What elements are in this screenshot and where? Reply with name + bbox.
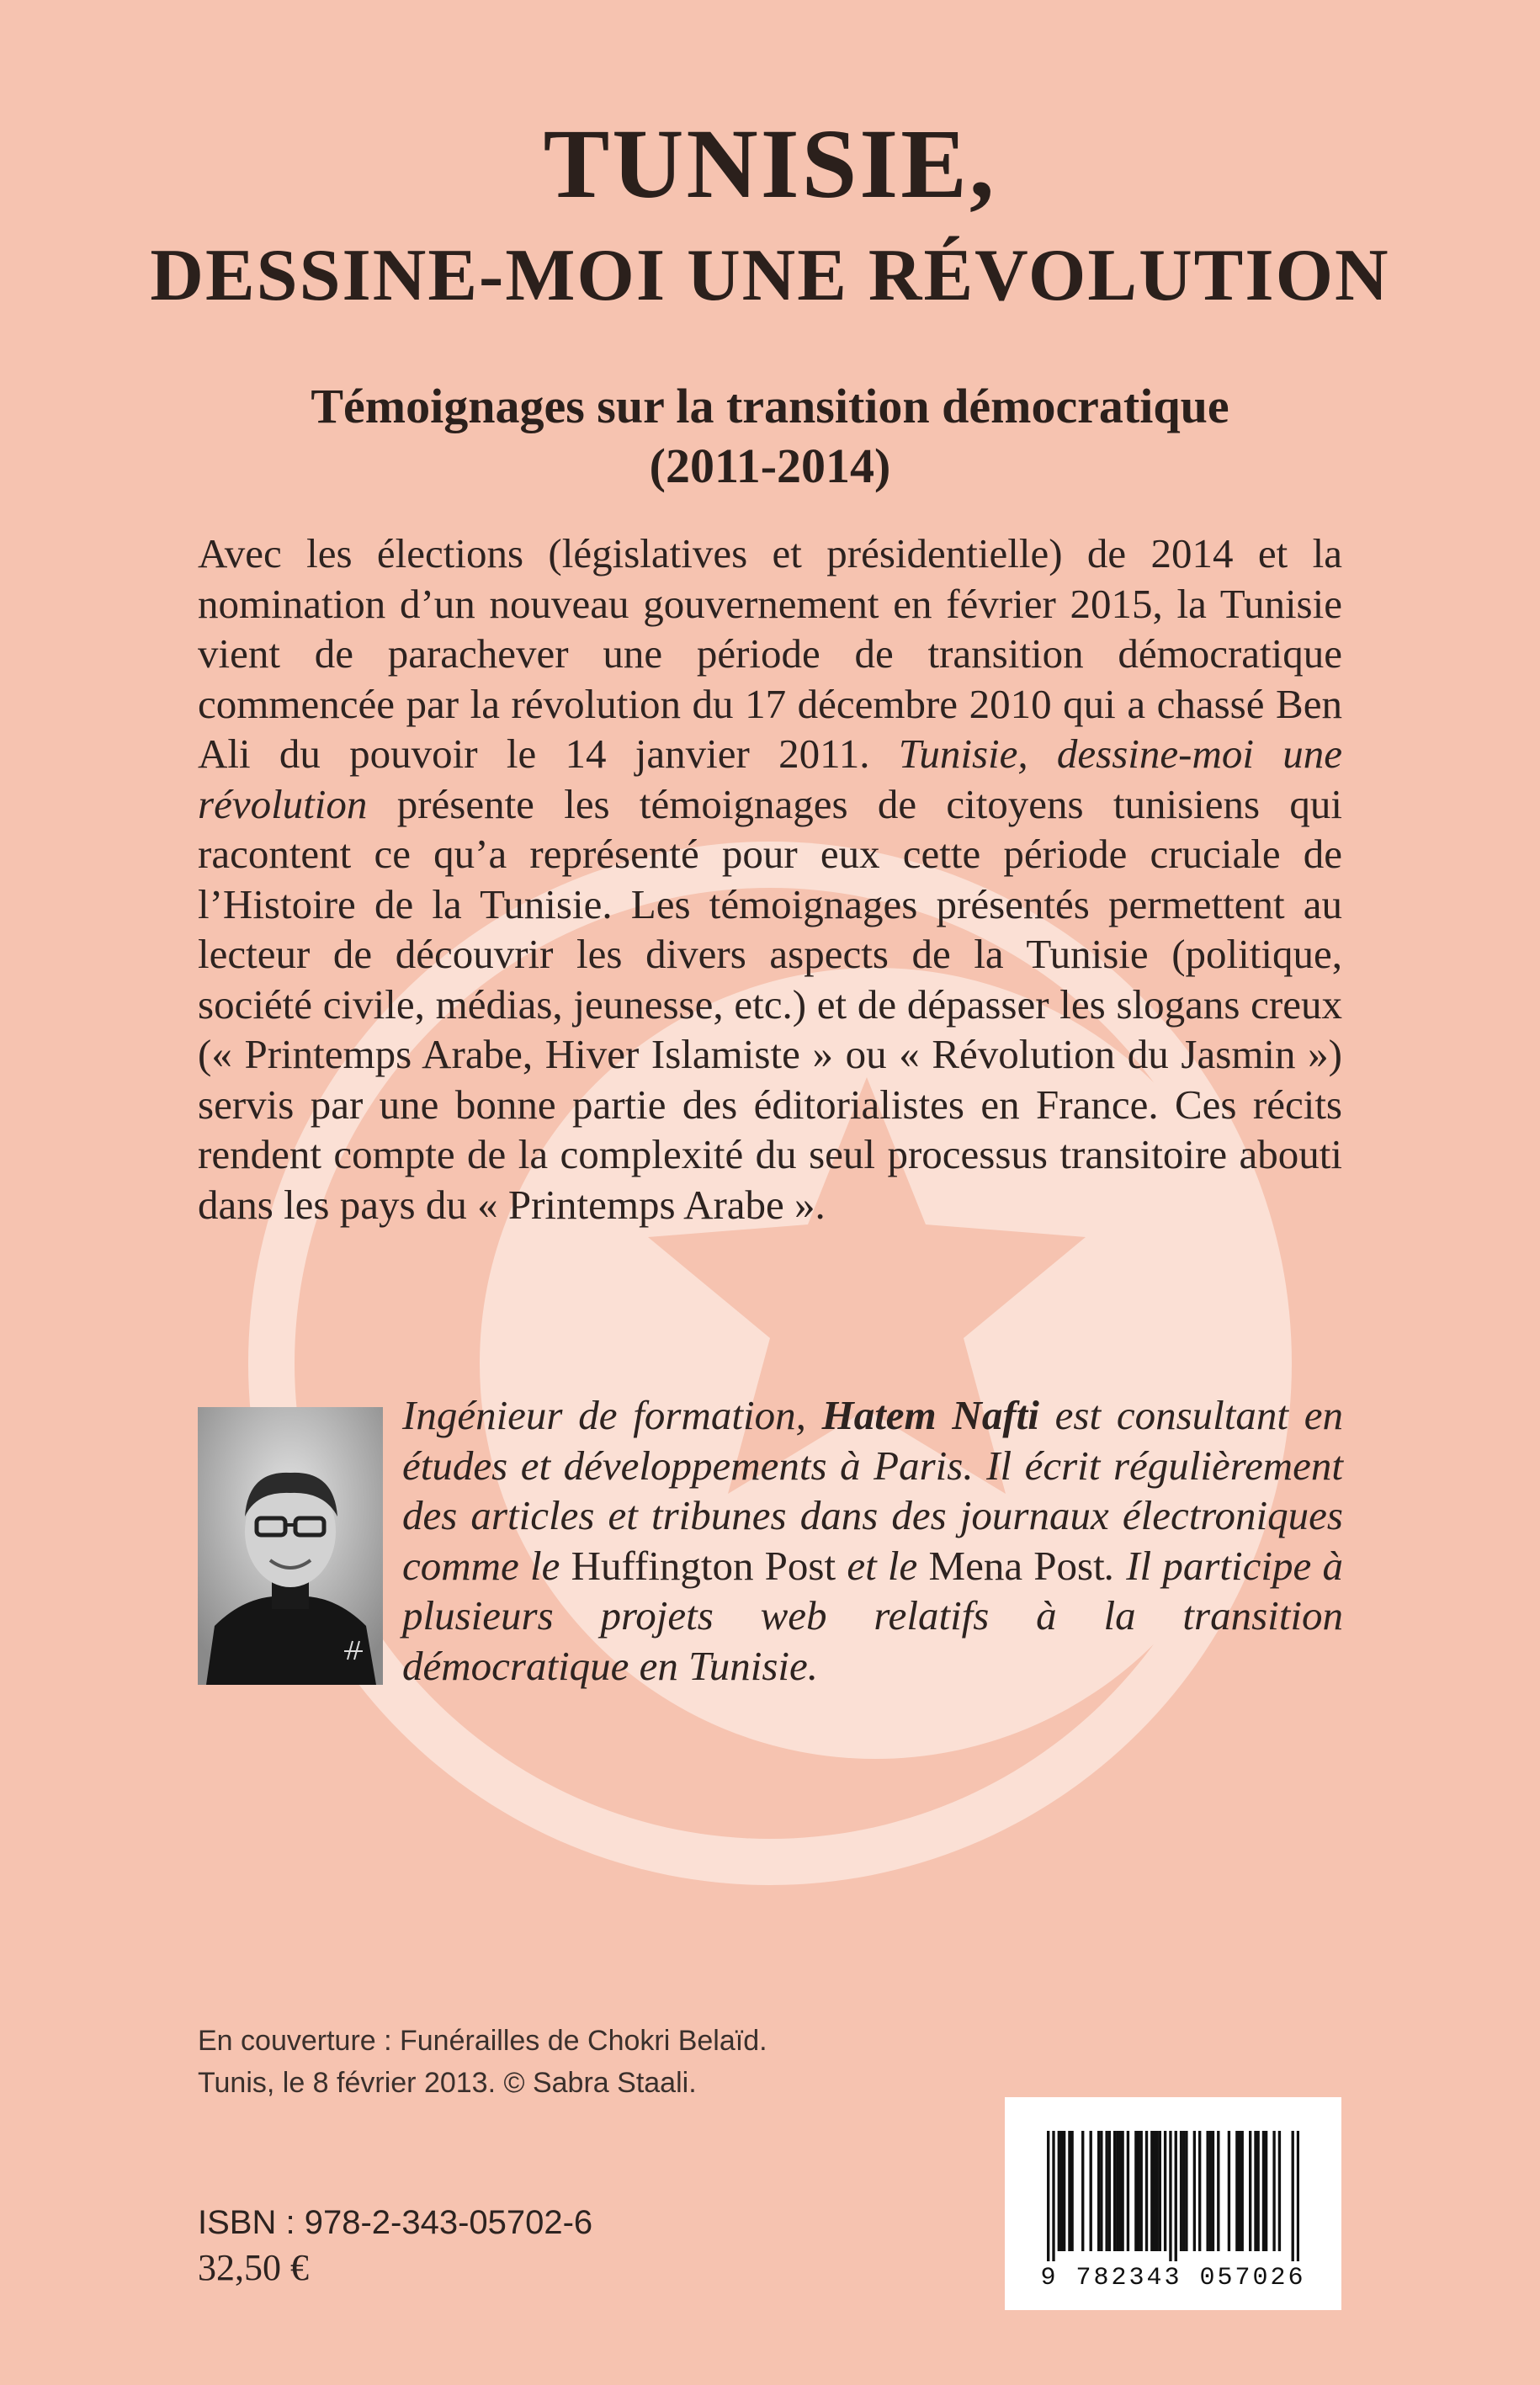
barcode-bar bbox=[1272, 2131, 1275, 2251]
cover-photo-credits bbox=[198, 2020, 767, 2104]
barcode-bar bbox=[1292, 2131, 1294, 2261]
barcode-bar bbox=[1278, 2131, 1281, 2251]
barcode-bar bbox=[1121, 2131, 1123, 2251]
barcode bbox=[1005, 2097, 1341, 2310]
author-biography bbox=[402, 1390, 1343, 1691]
barcode-bar bbox=[1097, 2131, 1100, 2251]
subtitle-line: Témoignages sur la transition démocratique bbox=[311, 379, 1229, 433]
barcode-bar bbox=[1134, 2131, 1137, 2251]
barcode-bar bbox=[1070, 2131, 1073, 2251]
author-name: Hatem Nafti bbox=[821, 1392, 1039, 1438]
barcode-bar bbox=[1108, 2131, 1111, 2251]
blurb-text: Avec les élections (législatives et présidentielle) de 2014 et la nomination d’un nouveau gouvernement en février 2015, la Tunisie vient de parachever une période de transition démocratique commencée par la révolution du 17 décembre 2010 qui a chassé Ben Ali du pouvoir le 14 janvier 2011. bbox=[198, 530, 1342, 777]
bio-text: et le bbox=[836, 1542, 929, 1589]
bio-text: est consultant en études et développements à Paris. Il écrit régulièrement des articles et tribunes dans des journaux électroniques comme le bbox=[402, 1392, 1343, 1589]
back-cover-blurb bbox=[198, 529, 1342, 1230]
barcode-bar bbox=[1140, 2131, 1143, 2251]
barcode-bar bbox=[1206, 2131, 1208, 2251]
barcode-bar bbox=[1180, 2131, 1182, 2251]
credits-line: Tunis, le 8 février 2013. © Sabra Staali. bbox=[198, 2067, 697, 2099]
barcode-bar bbox=[1241, 2131, 1244, 2251]
barcode-bar bbox=[1063, 2131, 1065, 2251]
barcode-bar bbox=[1060, 2131, 1063, 2251]
price: 32,50 € bbox=[198, 2247, 309, 2288]
barcode-bar bbox=[1058, 2131, 1060, 2251]
book-title: TUNISIE, bbox=[543, 109, 997, 219]
barcode-bar bbox=[1249, 2131, 1251, 2251]
barcode-bar bbox=[1228, 2131, 1230, 2251]
barcode-digits: 9 782343 057026 bbox=[1040, 2264, 1306, 2292]
barcode-bar bbox=[1169, 2131, 1171, 2261]
barcode-bar bbox=[1182, 2131, 1185, 2251]
author-photo bbox=[198, 1407, 383, 1685]
bio-text: . Il participe à plusieurs projets web relatifs à la transition démocratique en Tunisie. bbox=[402, 1542, 1343, 1689]
barcode-bar bbox=[1090, 2131, 1092, 2251]
barcode-bar bbox=[1100, 2131, 1102, 2251]
barcode-bar bbox=[1116, 2131, 1118, 2251]
barcode-bar bbox=[1164, 2131, 1166, 2251]
media-name-huffington: Huffington Post bbox=[571, 1542, 836, 1589]
barcode-bar bbox=[1193, 2131, 1196, 2251]
barcode-bar bbox=[1254, 2131, 1256, 2251]
barcode-bar bbox=[1175, 2131, 1177, 2261]
barcode-bar bbox=[1209, 2131, 1212, 2251]
subtitle-years: (2011-2014) bbox=[649, 438, 891, 493]
barcode-bar bbox=[1159, 2131, 1161, 2251]
barcode-bar bbox=[1198, 2131, 1201, 2251]
blurb-book-title: Tunisie, dessine-moi une révolution bbox=[198, 730, 1342, 827]
barcode-bar bbox=[1150, 2131, 1153, 2251]
barcode-bar bbox=[1137, 2131, 1139, 2251]
blurb-text-continued: présente les témoignages de citoyens tunisiens qui racontent ce qu’a représenté pour eux cette période cruciale de l’Histoire de la Tunisie. Les témoignages présentés permettent au lecteur de découvrir les divers aspects de la Tunisie (politique, société civile, médias, jeunesse, etc.) et de dépasser les slogans creux (« Printemps Arabe, Hiver Islamiste » ou « Révolution du Jasmin ») servis par une bonne partie des éditorialistes en France. Ces récits rendent compte de la complexité du seul processus transitoire abouti dans les pays du « Printemps Arabe ». bbox=[198, 780, 1342, 1228]
barcode-bar bbox=[1155, 2131, 1158, 2251]
media-name-mena: Mena Post bbox=[928, 1542, 1105, 1589]
barcode-bar bbox=[1113, 2131, 1116, 2251]
barcode-bar bbox=[1262, 2131, 1265, 2251]
book-subtitle bbox=[0, 377, 1540, 497]
barcode-bar bbox=[1256, 2131, 1259, 2251]
barcode-bar bbox=[1118, 2131, 1121, 2251]
barcode-bar bbox=[1081, 2131, 1084, 2251]
barcode-bar bbox=[1185, 2131, 1187, 2251]
book-title-subline: DESSINE-MOI UNE RÉVOLUTION bbox=[150, 235, 1390, 316]
barcode-bar bbox=[1127, 2131, 1129, 2251]
barcode-bar bbox=[1145, 2131, 1148, 2251]
bio-text: Ingénieur de formation, bbox=[402, 1392, 822, 1438]
barcode-bar bbox=[1068, 2131, 1070, 2251]
barcode-bar bbox=[1297, 2131, 1299, 2261]
barcode-bar bbox=[1153, 2131, 1155, 2251]
barcode-bar bbox=[1047, 2131, 1049, 2261]
author-portrait-image bbox=[198, 1407, 383, 1685]
barcode-bar bbox=[1052, 2131, 1054, 2261]
credits-line: En couverture : Funérailles de Chokri Belaïd. bbox=[198, 2025, 767, 2057]
barcode-bars bbox=[1047, 2131, 1299, 2261]
barcode-bar bbox=[1105, 2131, 1107, 2251]
barcode-bar bbox=[1235, 2131, 1238, 2251]
barcode-bar bbox=[1212, 2131, 1214, 2251]
barcode-bar bbox=[1238, 2131, 1240, 2251]
barcode-bar bbox=[1265, 2131, 1267, 2251]
isbn-number: ISBN : 978-2-343-05702-6 bbox=[198, 2204, 593, 2241]
barcode-bar bbox=[1217, 2131, 1219, 2251]
